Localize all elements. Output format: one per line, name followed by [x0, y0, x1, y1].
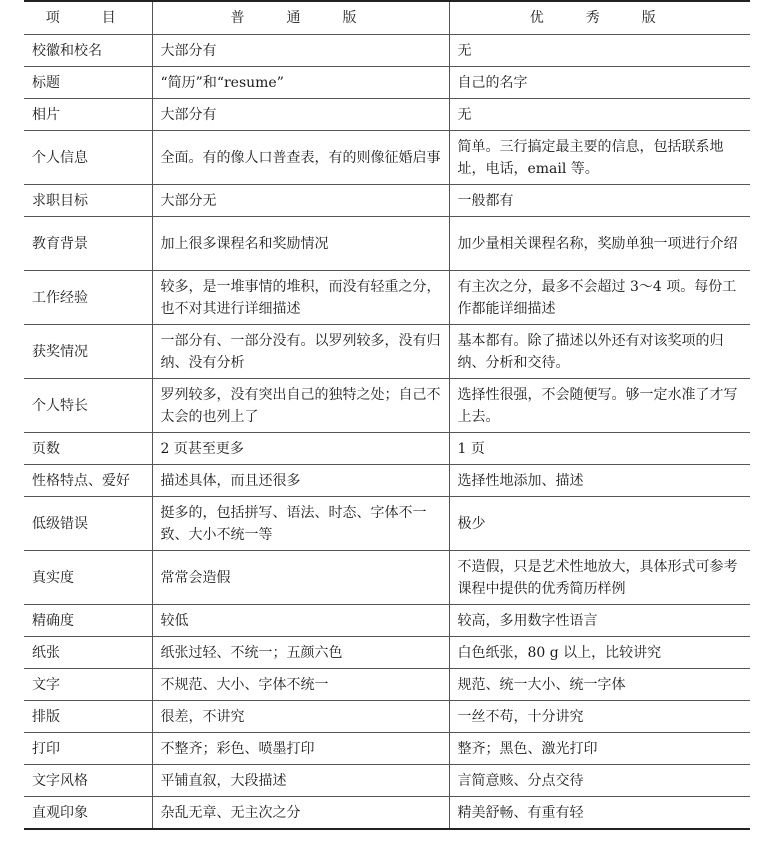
- cell-item: 性格特点、爱好: [24, 465, 152, 497]
- header-excellent-version: 优 秀 版: [449, 1, 750, 35]
- table-row: [24, 185, 750, 217]
- cell-normal-version: 常常会造假: [152, 551, 449, 605]
- table-row: [24, 765, 750, 797]
- cell-item: 个人特长: [24, 379, 152, 433]
- table-row: [24, 67, 750, 99]
- table-row: [24, 701, 750, 733]
- cell-normal-version: 全面。有的像人口普查表，有的则像征婚启事: [152, 131, 449, 185]
- cell-normal-version: 不规范、大小、字体不统一: [152, 669, 449, 701]
- cell-item: 教育背景: [24, 217, 152, 271]
- cell-item: 排版: [24, 701, 152, 733]
- cell-normal-version: 很差，不讲究: [152, 701, 449, 733]
- table-row: [24, 669, 750, 701]
- cell-item: 低级错误: [24, 497, 152, 551]
- cell-normal-version: 加上很多课程名和奖励情况: [152, 217, 449, 271]
- table-row: [24, 733, 750, 765]
- cell-normal-version: 挺多的，包括拼写、语法、时态、字体不一致、大小不统一等: [152, 497, 449, 551]
- table-row: [24, 99, 750, 131]
- table-header-row: [24, 1, 750, 35]
- cell-item: 纸张: [24, 637, 152, 669]
- table-row: [24, 433, 750, 465]
- header-item: 项 目: [24, 1, 152, 35]
- cell-item: 获奖情况: [24, 325, 152, 379]
- cell-item: 精确度: [24, 605, 152, 637]
- cell-excellent-version: 较高，多用数字性语言: [449, 605, 750, 637]
- cell-normal-version: 不整齐；彩色、喷墨打印: [152, 733, 449, 765]
- cell-normal-version: 一部分有、一部分没有。以罗列较多，没有归纳、没有分析: [152, 325, 449, 379]
- cell-normal-version: 杂乱无章、无主次之分: [152, 797, 449, 830]
- cell-item: 页数: [24, 433, 152, 465]
- cell-normal-version: 纸张过轻、不统一；五颜六色: [152, 637, 449, 669]
- table-row: [24, 797, 750, 830]
- cell-excellent-version: 有主次之分，最多不会超过 3～4 项。每份工作都能详细描述: [449, 271, 750, 325]
- table-row: [24, 325, 750, 379]
- cell-item: 标题: [24, 67, 152, 99]
- cell-item: 打印: [24, 733, 152, 765]
- table-row: [24, 465, 750, 497]
- cell-excellent-version: 1 页: [449, 433, 750, 465]
- cell-normal-version: 大部分有: [152, 99, 449, 131]
- table-row: [24, 35, 750, 67]
- cell-excellent-version: 不造假，只是艺术性地放大，具体形式可参考课程中提供的优秀简历样例: [449, 551, 750, 605]
- cell-normal-version: “简历”和“resume”: [152, 67, 449, 99]
- cell-excellent-version: 基本都有。除了描述以外还有对该奖项的归纳、分析和交待。: [449, 325, 750, 379]
- cell-excellent-version: 一丝不苟，十分讲究: [449, 701, 750, 733]
- cell-normal-version: 平铺直叙，大段描述: [152, 765, 449, 797]
- cell-normal-version: 大部分无: [152, 185, 449, 217]
- cell-item: 文字风格: [24, 765, 152, 797]
- cell-item: 个人信息: [24, 131, 152, 185]
- cell-excellent-version: 白色纸张，80 g 以上，比较讲究: [449, 637, 750, 669]
- comparison-table-container: [24, 0, 750, 830]
- table-row: [24, 551, 750, 605]
- table-row: [24, 497, 750, 551]
- table-row: [24, 605, 750, 637]
- cell-excellent-version: 精美舒畅、有重有轻: [449, 797, 750, 830]
- cell-item: 真实度: [24, 551, 152, 605]
- cell-excellent-version: 一般都有: [449, 185, 750, 217]
- cell-excellent-version: 简单。三行搞定最主要的信息，包括联系地址，电话，email 等。: [449, 131, 750, 185]
- cell-item: 文字: [24, 669, 152, 701]
- cell-item: 校徽和校名: [24, 35, 152, 67]
- cell-normal-version: 较低: [152, 605, 449, 637]
- cell-excellent-version: 选择性很强，不会随便写。够一定水准了才写上去。: [449, 379, 750, 433]
- cell-normal-version: 2 页甚至更多: [152, 433, 449, 465]
- table-row: [24, 217, 750, 271]
- cell-item: 工作经验: [24, 271, 152, 325]
- cell-excellent-version: 选择性地添加、描述: [449, 465, 750, 497]
- cell-excellent-version: 整齐；黑色、激光打印: [449, 733, 750, 765]
- cell-item: 相片: [24, 99, 152, 131]
- cell-excellent-version: 无: [449, 99, 750, 131]
- table-row: [24, 271, 750, 325]
- cell-excellent-version: 自己的名字: [449, 67, 750, 99]
- cell-item: 求职目标: [24, 185, 152, 217]
- header-normal-version: 普 通 版: [152, 1, 449, 35]
- table-body: [24, 35, 750, 830]
- cell-excellent-version: 规范、统一大小、统一字体: [449, 669, 750, 701]
- cell-item: 直观印象: [24, 797, 152, 830]
- cell-normal-version: 描述具体，而且还很多: [152, 465, 449, 497]
- table-row: [24, 637, 750, 669]
- cell-excellent-version: 无: [449, 35, 750, 67]
- cell-normal-version: 大部分有: [152, 35, 449, 67]
- cell-excellent-version: 加少量相关课程名称，奖励单独一项进行介绍: [449, 217, 750, 271]
- cell-excellent-version: 极少: [449, 497, 750, 551]
- resume-comparison-table: [24, 0, 750, 830]
- table-row: [24, 131, 750, 185]
- cell-excellent-version: 言简意赅、分点交待: [449, 765, 750, 797]
- table-row: [24, 379, 750, 433]
- cell-normal-version: 较多，是一堆事情的堆积，而没有轻重之分，也不对其进行详细描述: [152, 271, 449, 325]
- cell-normal-version: 罗列较多，没有突出自己的独特之处；自己不太会的也列上了: [152, 379, 449, 433]
